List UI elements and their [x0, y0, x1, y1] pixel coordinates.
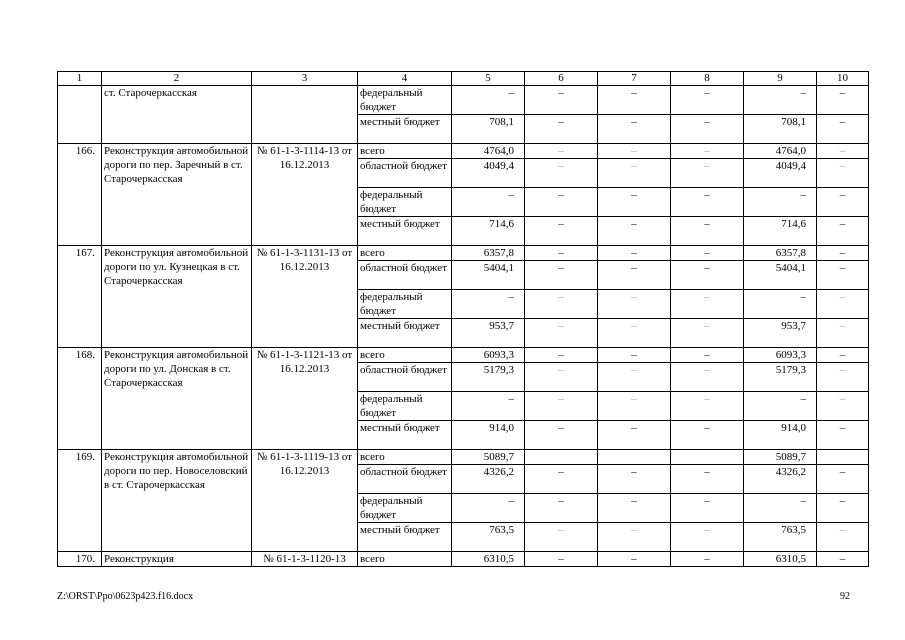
funding-source: федеральный бюджет [358, 86, 452, 115]
object-name: Реконструкция автомобильной дороги по ул. Донская в ст. Старочеркасская [102, 348, 252, 450]
value-c9: 5404,1 [744, 261, 817, 290]
value-c6: – [525, 421, 598, 450]
value-total: 763,5 [452, 523, 525, 552]
row-number: 167. [58, 246, 102, 348]
value-c6: – [525, 494, 598, 523]
value-c6: – [525, 188, 598, 217]
value-c10: – [817, 246, 869, 261]
value-c8: – [671, 188, 744, 217]
value-c6: – [525, 552, 598, 567]
value-c6: – [525, 348, 598, 363]
footer-file-path: Z:\ORST\Ppo\0623p423.f16.docx [57, 591, 194, 602]
value-c8: – [671, 552, 744, 567]
value-c9: 6310,5 [744, 552, 817, 567]
value-total: 953,7 [452, 319, 525, 348]
value-total: 6357,8 [452, 246, 525, 261]
value-c10: – [817, 188, 869, 217]
value-c6: – [525, 319, 598, 348]
value-total: 5404,1 [452, 261, 525, 290]
funding-source: областной бюджет [358, 261, 452, 290]
value-c7: – [598, 144, 671, 159]
value-c10: – [817, 159, 869, 188]
header-cell: 6 [525, 72, 598, 86]
value-c9: – [744, 494, 817, 523]
value-c10: – [817, 86, 869, 115]
table-row [58, 246, 869, 261]
value-c7: – [598, 290, 671, 319]
value-total: – [452, 392, 525, 421]
value-c6: – [525, 465, 598, 494]
value-c10: – [817, 290, 869, 319]
funding-source: всего [358, 144, 452, 159]
value-total: 6093,3 [452, 348, 525, 363]
object-name: Реконструкция автомобильной дороги по ул. Кузнецкая в ст. Старочеркасская [102, 246, 252, 348]
value-c10: – [817, 392, 869, 421]
value-c7: – [598, 159, 671, 188]
table-row [58, 348, 869, 363]
value-c7: – [598, 392, 671, 421]
value-c6 [525, 450, 598, 465]
object-name: ст. Старочеркасская [102, 86, 252, 144]
value-c8: – [671, 159, 744, 188]
value-c10: – [817, 552, 869, 567]
funding-source: местный бюджет [358, 319, 452, 348]
row-number: 166. [58, 144, 102, 246]
row-number: 170. [58, 552, 102, 567]
value-c9: 708,1 [744, 115, 817, 144]
value-c7: – [598, 465, 671, 494]
funding-source: федеральный бюджет [358, 494, 452, 523]
funding-source: всего [358, 450, 452, 465]
header-row [58, 72, 869, 86]
value-c8: – [671, 319, 744, 348]
header-cell: 5 [452, 72, 525, 86]
value-c7: – [598, 319, 671, 348]
header-cell: 10 [817, 72, 869, 86]
funding-source: федеральный бюджет [358, 188, 452, 217]
value-c8: – [671, 144, 744, 159]
value-c7 [598, 450, 671, 465]
value-c6: – [525, 290, 598, 319]
value-total: 6310,5 [452, 552, 525, 567]
decree-number: № 61-1-3-1121-13 от 16.12.2013 [252, 348, 358, 450]
value-c7: – [598, 115, 671, 144]
value-c9: 5179,3 [744, 363, 817, 392]
value-c8: – [671, 217, 744, 246]
header-cell: 8 [671, 72, 744, 86]
value-total: 914,0 [452, 421, 525, 450]
value-c9: – [744, 188, 817, 217]
funding-source: местный бюджет [358, 115, 452, 144]
funding-source: всего [358, 552, 452, 567]
value-c9: 6093,3 [744, 348, 817, 363]
value-c9: 5089,7 [744, 450, 817, 465]
page-number: 92 [840, 591, 850, 602]
value-total: – [452, 290, 525, 319]
funding-source: местный бюджет [358, 523, 452, 552]
value-c7: – [598, 363, 671, 392]
value-c7: – [598, 494, 671, 523]
value-c8: – [671, 86, 744, 115]
value-c8: – [671, 348, 744, 363]
value-c8: – [671, 465, 744, 494]
value-c6: – [525, 115, 598, 144]
value-c9: 4326,2 [744, 465, 817, 494]
value-c7: – [598, 188, 671, 217]
value-total: 708,1 [452, 115, 525, 144]
value-total: 4326,2 [452, 465, 525, 494]
value-total: 5179,3 [452, 363, 525, 392]
value-c8: – [671, 421, 744, 450]
funding-source: федеральный бюджет [358, 392, 452, 421]
value-c9: 953,7 [744, 319, 817, 348]
header-cell: 4 [358, 72, 452, 86]
funding-table [57, 71, 869, 567]
value-c6: – [525, 217, 598, 246]
header-cell: 7 [598, 72, 671, 86]
table-row [58, 86, 869, 115]
funding-source: всего [358, 348, 452, 363]
value-c9: 763,5 [744, 523, 817, 552]
decree-number: № 61-1-3-1120-13 [252, 552, 358, 567]
value-c7: – [598, 348, 671, 363]
object-name: Реконструкция [102, 552, 252, 567]
value-c9: – [744, 392, 817, 421]
header-cell: 2 [102, 72, 252, 86]
value-c6: – [525, 86, 598, 115]
funding-source: местный бюджет [358, 421, 452, 450]
value-total: 714,6 [452, 217, 525, 246]
table-row [58, 144, 869, 159]
value-c10: – [817, 261, 869, 290]
row-number: 168. [58, 348, 102, 450]
value-c8: – [671, 523, 744, 552]
row-number [58, 86, 102, 144]
value-c8: – [671, 246, 744, 261]
value-c7: – [598, 261, 671, 290]
object-name: Реконструкция автомобильной дороги по пер. Новоселовский в ст. Старочеркасская [102, 450, 252, 552]
object-name: Реконструкция автомобильной дороги по пер. Заречный в ст. Старочеркасская [102, 144, 252, 246]
value-total: – [452, 86, 525, 115]
value-c6: – [525, 392, 598, 421]
header-cell: 9 [744, 72, 817, 86]
value-c6: – [525, 523, 598, 552]
value-c9: – [744, 290, 817, 319]
value-c10: – [817, 494, 869, 523]
decree-number [252, 86, 358, 144]
decree-number: № 61-1-3-1119-13 от 16.12.2013 [252, 450, 358, 552]
funding-source: федеральный бюджет [358, 290, 452, 319]
value-c8: – [671, 392, 744, 421]
value-c9: 914,0 [744, 421, 817, 450]
table-row [58, 450, 869, 465]
value-c6: – [525, 144, 598, 159]
value-total: 4764,0 [452, 144, 525, 159]
value-total: 4049,4 [452, 159, 525, 188]
value-c7: – [598, 523, 671, 552]
decree-number: № 61-1-3-1131-13 от 16.12.2013 [252, 246, 358, 348]
funding-source: областной бюджет [358, 159, 452, 188]
value-c6: – [525, 159, 598, 188]
value-c6: – [525, 363, 598, 392]
value-c10: – [817, 421, 869, 450]
value-c9: – [744, 86, 817, 115]
value-c6: – [525, 246, 598, 261]
value-c8: – [671, 261, 744, 290]
value-c8: – [671, 290, 744, 319]
value-c10: – [817, 465, 869, 494]
value-c10: – [817, 115, 869, 144]
value-total: 5089,7 [452, 450, 525, 465]
table-row [58, 552, 869, 567]
funding-source: областной бюджет [358, 363, 452, 392]
value-c9: 4764,0 [744, 144, 817, 159]
row-number: 169. [58, 450, 102, 552]
value-c10: – [817, 523, 869, 552]
value-c7: – [598, 421, 671, 450]
value-c8: – [671, 363, 744, 392]
funding-source: областной бюджет [358, 465, 452, 494]
value-c9: 4049,4 [744, 159, 817, 188]
value-c10: – [817, 144, 869, 159]
value-c6: – [525, 261, 598, 290]
value-c7: – [598, 246, 671, 261]
funding-source: местный бюджет [358, 217, 452, 246]
value-c7: – [598, 86, 671, 115]
value-c10: – [817, 217, 869, 246]
value-total: – [452, 188, 525, 217]
value-c7: – [598, 217, 671, 246]
funding-source: всего [358, 246, 452, 261]
value-c8: – [671, 494, 744, 523]
value-c9: 6357,8 [744, 246, 817, 261]
header-cell: 1 [58, 72, 102, 86]
value-c8 [671, 450, 744, 465]
value-c8: – [671, 115, 744, 144]
value-c10: – [817, 363, 869, 392]
header-cell: 3 [252, 72, 358, 86]
value-c7: – [598, 552, 671, 567]
value-c10 [817, 450, 869, 465]
decree-number: № 61-1-3-1114-13 от 16.12.2013 [252, 144, 358, 246]
value-c9: 714,6 [744, 217, 817, 246]
value-c10: – [817, 348, 869, 363]
value-c10: – [817, 319, 869, 348]
value-total: – [452, 494, 525, 523]
